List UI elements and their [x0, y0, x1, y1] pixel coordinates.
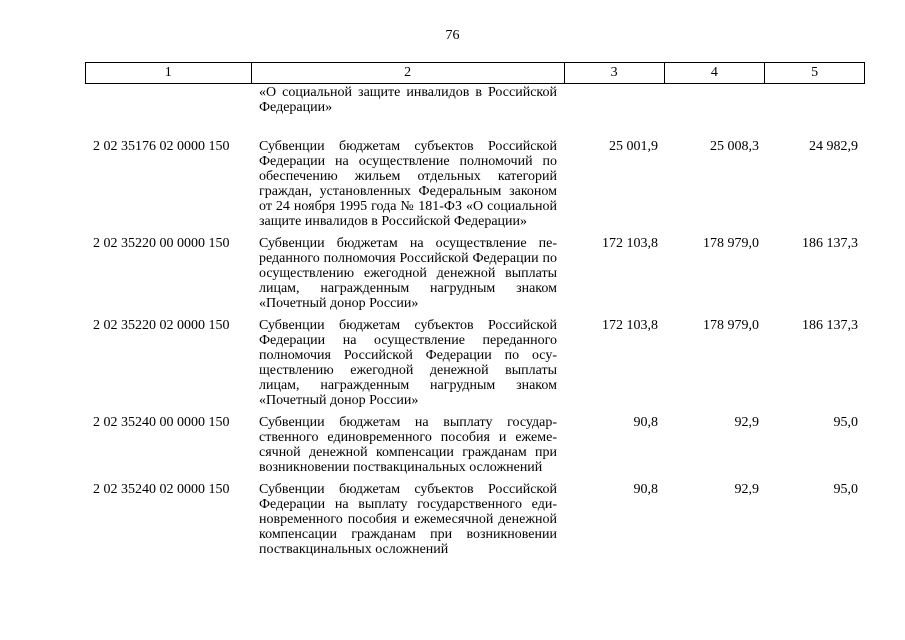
row-value-4: 25 008,3: [710, 139, 759, 154]
row-value-5: 95,0: [833, 415, 858, 430]
row-name: «О социальной защите инвалидов в Российской Федерации»: [259, 85, 557, 115]
column-header-4: 4: [665, 63, 766, 83]
row-value-4: 178 979,0: [703, 236, 759, 251]
table-body: [85, 85, 865, 557]
row-value-5: 95,0: [833, 482, 858, 497]
column-header-3: 3: [565, 63, 665, 83]
table-row: [85, 139, 865, 229]
row-value-5: 24 982,9: [809, 139, 858, 154]
row-value-5: 186 137,3: [802, 236, 858, 251]
row-value-3: 25 001,9: [609, 139, 658, 154]
column-header-5: 5: [811, 65, 819, 80]
row-code: 2 02 35220 00 0000 150: [93, 236, 230, 251]
row-name: Субвенции бюджетам на осуществление переданного полномочия Российской Федерации по осуществлению ежегодной денежной выплаты лицам, награжденным нагрудным знаком «Почетный донор России»: [259, 236, 557, 311]
row-value-4: 92,9: [734, 415, 759, 430]
row-code: 2 02 35240 02 0000 150: [93, 482, 230, 497]
row-code: 2 02 35220 02 0000 150: [93, 318, 230, 333]
row-value-4: 178 979,0: [703, 318, 759, 333]
table-row: [85, 415, 865, 475]
row-name: Субвенции бюджетам на выплату государственного единовременного пособия и ежемесячной денежной компенсации гражданам при возникновении поствакцинальных осложнений: [259, 415, 557, 475]
page-number: 76: [445, 28, 460, 43]
row-value-4: 92,9: [734, 482, 759, 497]
table-header-row: [85, 62, 865, 84]
table-row-continuation: [85, 85, 865, 115]
row-value-3: 172 103,8: [602, 318, 658, 333]
row-code: 2 02 35240 00 0000 150: [93, 415, 230, 430]
row-name: Субвенции бюджетам субъектов Российской Федерации на выплату государственного единовременного пособия и ежемесячной денежной компенсации гражданам при возникновении поствакцинальных осложнений: [259, 482, 557, 557]
table-row: [85, 482, 865, 557]
column-header-2: 2: [252, 63, 565, 83]
column-header-1: 1: [86, 63, 252, 83]
row-name: Субвенции бюджетам субъектов Российской Федерации на осуществление полномочий по обеспечению жильем отдельных категорий граждан, установленных Федеральным законом от 24 ноября 1995 года № 181-ФЗ «О социальной защите инвалидов в Российской Федерации»: [259, 139, 557, 229]
table-row: [85, 318, 865, 408]
row-code: 2 02 35176 02 0000 150: [93, 139, 230, 154]
row-value-3: 90,8: [633, 482, 658, 497]
row-name: Субвенции бюджетам субъектов Российской Федерации на осуществление переданного полномочия Российской Федерации по осуществлению ежегодной денежной выплаты лицам, награжденным нагрудным знаком «Почетный донор России»: [259, 318, 557, 408]
row-value-3: 90,8: [633, 415, 658, 430]
row-value-5: 186 137,3: [802, 318, 858, 333]
row-value-3: 172 103,8: [602, 236, 658, 251]
table-row: [85, 236, 865, 311]
